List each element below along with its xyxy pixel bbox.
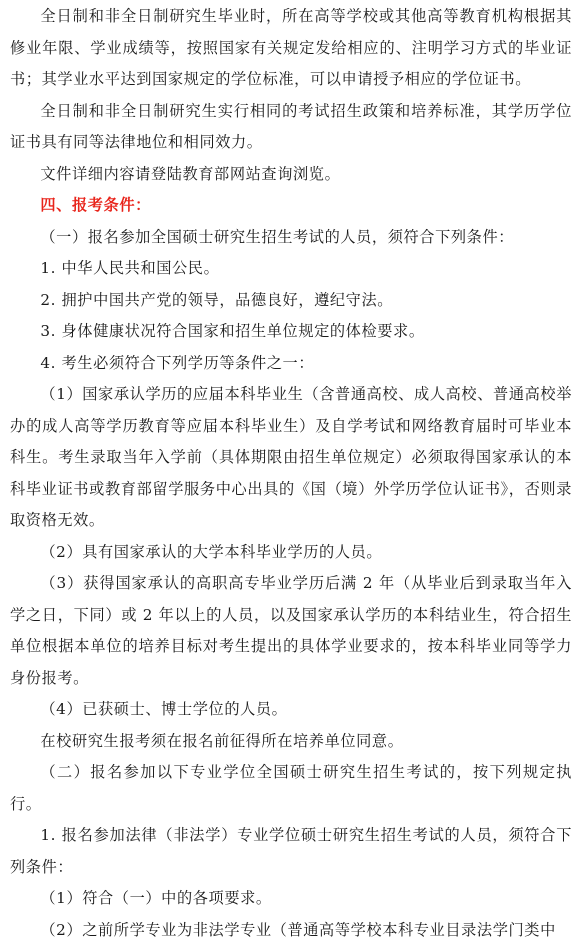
list-item-health: 3. 身体健康状况符合国家和招生单位规定的体检要求。 — [10, 316, 572, 348]
paragraph-equal-status: 全日制和非全日制研究生实行相同的考试招生政策和培养标准，其学历学位证书具有同等法律地位和相同效力。 — [10, 96, 572, 159]
list-item-law-nonlaw: 1. 报名参加法律（非法学）专业学位硕士研究生招生考试的人员，须符合下列条件： — [10, 820, 572, 883]
list-item-education: 4. 考生必须符合下列学历等条件之一： — [10, 348, 572, 380]
sub-item-graduates: （1）国家承认学历的应届本科毕业生（含普通高校、成人高校、普通高校举办的成人高等学历教育等应届本科毕业生）及自学考试和网络教育届时可毕业本科生。考生录取当年入学前（具体期限由招生单位规定）必须取得国家承认的本科毕业证书或教育部留学服务中心出具的《国（境）外学历学位认证书》，否则录取资格无效。 — [10, 379, 572, 537]
sub-item-equivalent: （3）获得国家承认的高职高专毕业学历后满 2 年（从毕业后到录取当年入学之日，下同）或 2 年以上的人员，以及国家承认学历的本科结业生，符合招生单位根据本单位的培养目标对考生提出的具体学业要求的，按本科毕业同等学力身份报考。 — [10, 568, 572, 694]
sub-item-meet-requirements: （1）符合（一）中的各项要求。 — [10, 883, 572, 915]
sub-item-bachelor: （2）具有国家承认的大学本科毕业学历的人员。 — [10, 537, 572, 569]
list-item-citizen: 1. 中华人民共和国公民。 — [10, 253, 572, 285]
paragraph-current-students: 在校研究生报考须在报名前征得所在培养单位同意。 — [10, 726, 572, 758]
paragraph-condition-intro: （一）报名参加全国硕士研究生招生考试的人员，须符合下列条件： — [10, 222, 572, 254]
sub-item-degree-holders: （4）已获硕士、博士学位的人员。 — [10, 694, 572, 726]
list-item-conduct: 2. 拥护中国共产党的领导，品德良好，遵纪守法。 — [10, 285, 572, 317]
paragraph-professional-intro: （二）报名参加以下专业学位全国硕士研究生招生考试的，按下列规定执行。 — [10, 757, 572, 820]
sub-item-prior-major: （2）之前所学专业为非法学专业（普通高等学校本科专业目录法学门类中 — [10, 915, 572, 946]
section-heading-eligibility: 四、报考条件： — [10, 190, 572, 222]
paragraph-see-website: 文件详细内容请登陆教育部网站查询浏览。 — [10, 159, 572, 191]
paragraph-diploma: 全日制和非全日制研究生毕业时，所在高等学校或其他高等教育机构根据其修业年限、学业成绩等，按照国家有关规定发给相应的、注明学习方式的毕业证书；其学业水平达到国家规定的学位标准，可以申请授予相应的学位证书。 — [10, 1, 572, 96]
